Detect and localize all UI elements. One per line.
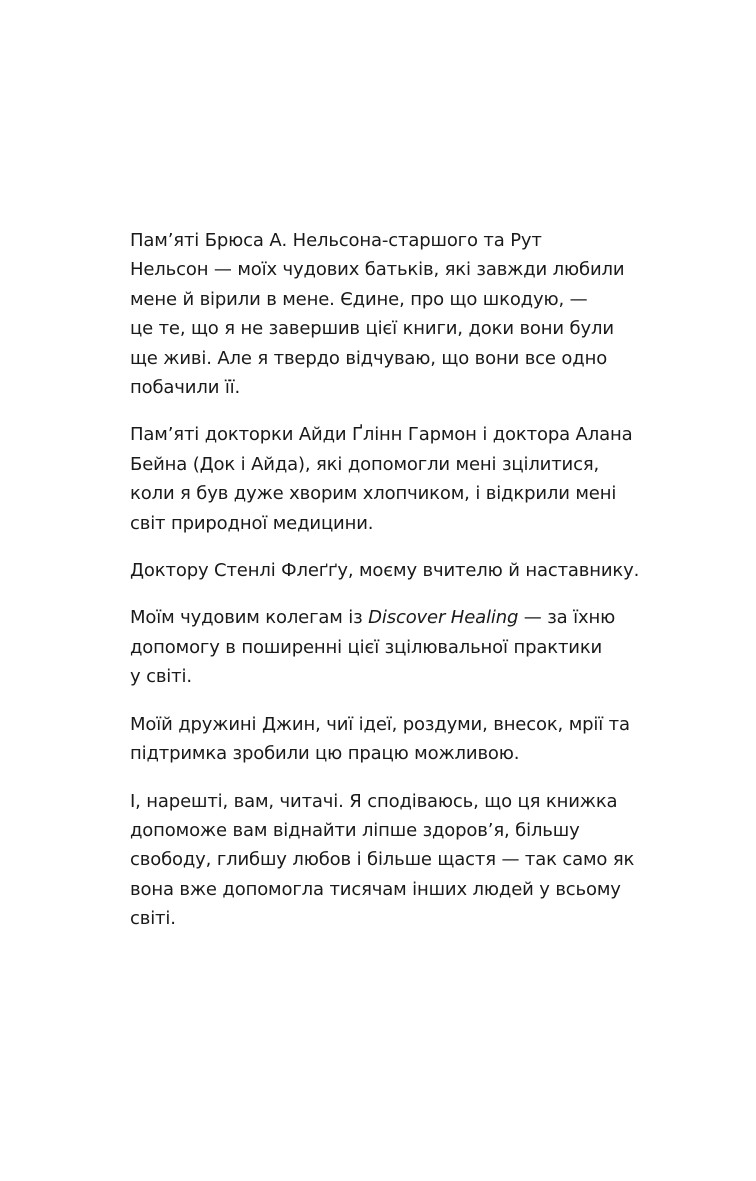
text-line bbox=[130, 603, 670, 632]
text-line: допомогу в поширенні цієї зцілювальної практики bbox=[130, 636, 603, 658]
text-line: Бейна (Док і Айда), які допомогли мені зцілитися, bbox=[130, 453, 600, 475]
text-line: це те, що я не завершив цієї книги, доки вони були bbox=[130, 318, 614, 340]
text-line: Пам’яті Брюса А. Нельсона-старшого та Рут bbox=[130, 230, 542, 251]
text-line: мене й вірили в мене. Єдине, про що шкодую, — bbox=[130, 288, 588, 310]
text-line: І, нарешті, вам, читачі. Я сподіваюсь, що ця книжка bbox=[130, 790, 618, 812]
text-line: Пам’яті докторки Айди Ґлінн Гармон і доктора Алана bbox=[130, 424, 633, 446]
text-line: ще живі. Але я твердо відчуваю, що вони все одно bbox=[130, 347, 608, 369]
text-line: побачили її. bbox=[130, 377, 241, 399]
dedication-wife bbox=[130, 710, 670, 769]
dedication-teacher bbox=[130, 556, 670, 585]
dedication-colleagues bbox=[130, 603, 670, 691]
text-line: допоможе вам віднайти ліпше здоров’я, більшу bbox=[130, 819, 580, 841]
text-line: Нельсон — моїх чудових батьків, які завжди любили bbox=[130, 259, 625, 281]
text-segment: Моїм чудовим колегам із bbox=[130, 607, 369, 629]
organization-name: Discover Healing bbox=[368, 607, 519, 629]
dedication-readers bbox=[130, 787, 670, 934]
dedication-parents bbox=[130, 226, 670, 402]
text-line: Моїй дружині Джин, чиї ідеї, роздуми, внесок, мрії та bbox=[130, 713, 630, 735]
text-line: світ природної медицини. bbox=[130, 512, 374, 534]
text-line: коли я був дуже хворим хлопчиком, і відкрили мені bbox=[130, 483, 617, 505]
text-line: підтримка зробили цю працю можливою. bbox=[130, 743, 520, 765]
text-line: у світі. bbox=[130, 666, 192, 688]
text-line: свободу, глибшу любов і більше щастя — так само як bbox=[130, 849, 635, 871]
dedication-page bbox=[130, 226, 670, 952]
dedication-doctors bbox=[130, 420, 670, 538]
text-segment: — за їхню bbox=[518, 607, 616, 629]
text-line: Доктору Стенлі Флеґґу, моєму вчителю й наставнику. bbox=[130, 560, 640, 582]
text-line: вона вже допомогла тисячам інших людей у всьому bbox=[130, 878, 621, 900]
text-line: світі. bbox=[130, 908, 176, 930]
